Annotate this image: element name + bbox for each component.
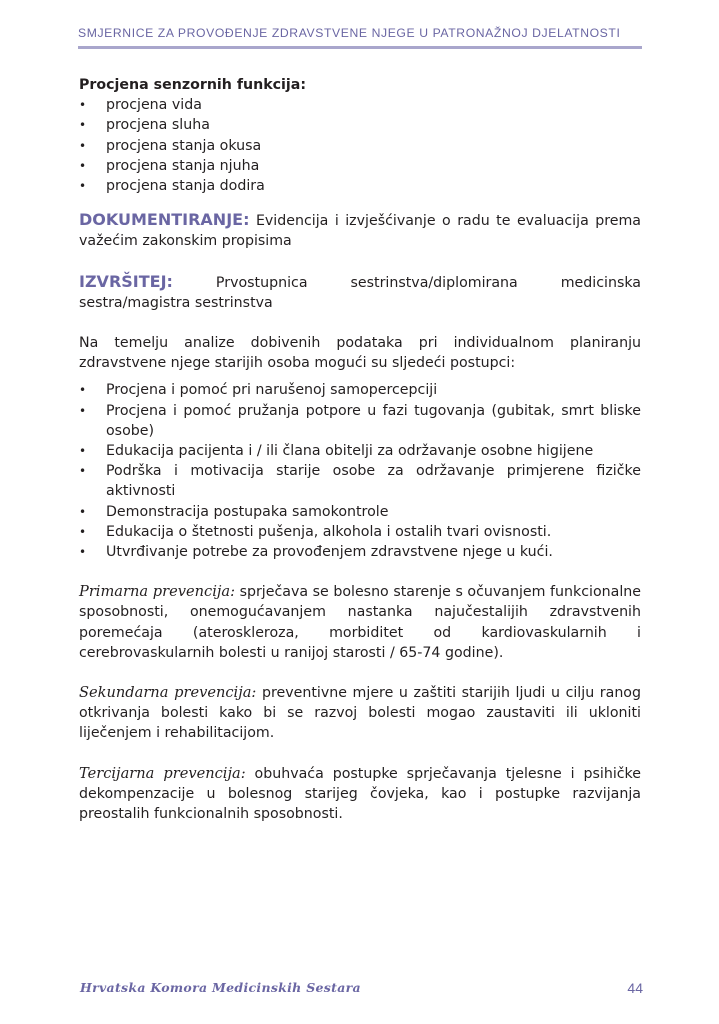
- list-item: • procjena stanja okusa: [79, 136, 641, 156]
- documentation-paragraph: [79, 210, 641, 251]
- list-item: • Edukacija o štetnosti pušenja, alkohola i ostalih tvari ovisnosti.: [79, 522, 641, 542]
- secondary-prevention-label: Sekundarna prevencija:: [79, 684, 257, 702]
- executor-paragraph: [79, 272, 641, 313]
- header-divider: [78, 46, 642, 49]
- list-item: • procjena stanja dodira: [79, 176, 641, 196]
- procedures-list: [79, 380, 641, 562]
- secondary-prevention-text: preventivne mjere u zaštiti starijih ljudi u cilju ranog otkrivanja bolesti kako bi se razvoj bolesti mogao zaustaviti ili ukloniti liječenjem i rehabilitacijom.: [79, 685, 641, 742]
- intro-paragraph: Na temelju analize dobivenih podataka pri individualnom planiranju zdravstvene njege starijih osoba mogući su sljedeći postupci:: [79, 335, 641, 372]
- list-item: • procjena sluha: [79, 115, 641, 135]
- executor-text: Prvostupnica sestrinstva/diplomirana medicinska sestra/magistra sestrinstva: [79, 274, 641, 311]
- list-item: • Procjena i pomoć pri narušenoj samopercepciji: [79, 380, 641, 400]
- list-item: • Procjena i pomoć pružanja potpore u fazi tugovanja (gubitak, smrt bliske osobe): [79, 401, 641, 441]
- footer-brand: Hrvatska Komora Medicinskih Sestara: [80, 980, 361, 995]
- list-item: • procjena vida: [79, 95, 641, 115]
- tertiary-prevention-label: Tercijarna prevencija:: [79, 764, 246, 782]
- list-item: • Demonstracija postupaka samokontrole: [79, 502, 641, 522]
- page-number: 44: [627, 980, 643, 996]
- running-header: SMJERNICE ZA PROVOĐENJE ZDRAVSTVENE NJEGE U PATRONAŽNOJ DJELATNOSTI: [78, 26, 621, 40]
- sensory-heading: Procjena senzornih funkcija:: [79, 77, 307, 93]
- documentation-text: Evidencija i izvješćivanje o radu te evaluacija prema važećim zakonskim propisima: [79, 213, 641, 250]
- tertiary-prevention-text: obuhvaća postupke sprječavanja tjelesne i psihičke dekompenzacije u bolesnog starijeg čovjeka, kao i postupke razvijanja preostalih funkcionalnih sposobnosti.: [79, 765, 641, 823]
- list-item: • Utvrđivanje potrebe za provođenjem zdravstvene njege u kući.: [79, 542, 641, 562]
- primary-prevention-paragraph: [79, 582, 641, 663]
- primary-prevention-label: Primarna prevencija:: [79, 583, 235, 601]
- primary-prevention-text: sprječava se bolesno starenje s očuvanjem funkcionalne sposobnosti, onemogućavanjem nastanka najučestalijih zdravstvenih poremećaja (ateroskleroza, morbiditet od kardiovaskularnih i cerebrovaskularnih bolesti u ranijoj starosti / 65-74 godine).: [79, 584, 641, 661]
- list-item: • Edukacija pacijenta i / ili člana obitelji za održavanje osobne higijene: [79, 441, 641, 461]
- tertiary-prevention-paragraph: [79, 764, 641, 825]
- page-content: [79, 75, 641, 824]
- documentation-label: DOKUMENTIRANJE:: [79, 210, 250, 230]
- secondary-prevention-paragraph: [79, 683, 641, 744]
- sensory-list: [79, 95, 641, 196]
- list-item: • procjena stanja njuha: [79, 156, 641, 176]
- executor-label: IZVRŠITEJ:: [79, 271, 173, 291]
- list-item: • Podrška i motivacija starije osobe za održavanje primjerene fizičke aktivnosti: [79, 461, 641, 501]
